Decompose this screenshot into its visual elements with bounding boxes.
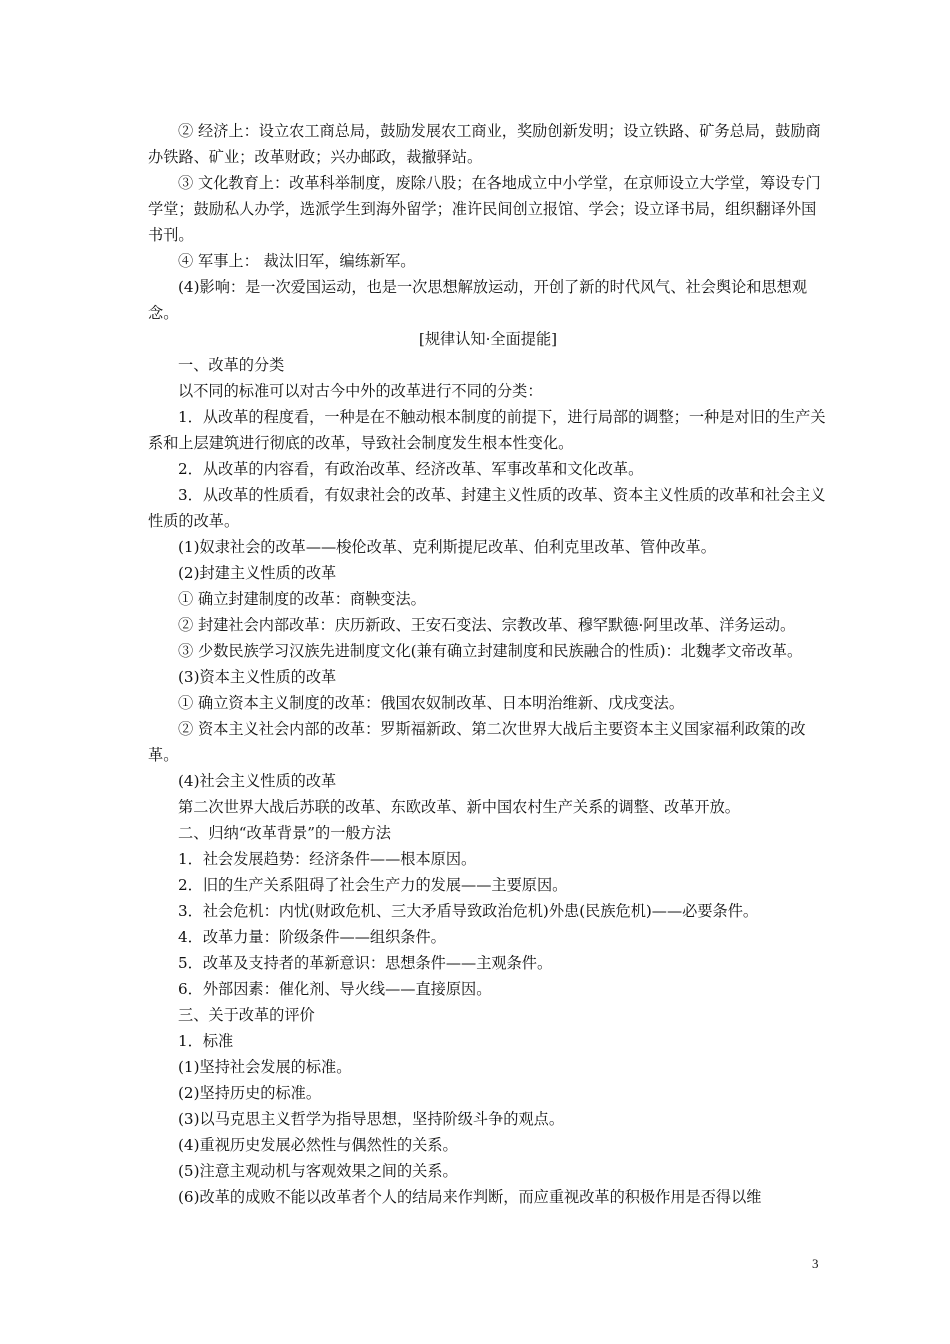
paragraph: 以不同的标准可以对古今中外的改革进行不同的分类： [178,382,543,400]
paragraph: (4)社会主义性质的改革 [178,772,337,790]
page-number: 3 [812,1256,819,1271]
paragraph: 2．旧的生产关系阻碍了社会生产力的发展——主要原因。 [178,876,568,894]
paragraph: 2．从改革的内容看，有政治改革、经济改革、军事改革和文化改革。 [178,460,644,478]
paragraph: 三、关于改革的评价 [178,1006,315,1024]
paragraph: 1．从改革的程度看，一种是在不触动根本制度的前提下，进行局部的调整；一种是对旧的生产关系和上层建筑进行彻底的改革，导致社会制度发生根本性变化。 [148,408,826,452]
paragraph: (3)资本主义性质的改革 [178,668,337,686]
paragraph: (5)注意主观动机与客观效果之间的关系。 [178,1162,458,1180]
paragraph: ② 封建社会内部改革：庆历新政、王安石变法、宗教改革、穆罕默德·阿里改革、洋务运动。 [178,616,796,634]
paragraph: ③ 文化教育上：改革科举制度，废除八股；在各地成立中小学堂，在京师设立大学堂，筹设专门学堂；鼓励私人办学，选派学生到海外留学；准许民间创立报馆、学会；设立译书局，组织翻译外国书刊。 [148,174,821,244]
paragraph: 5．改革及支持者的革新意识：思想条件——主观条件。 [178,954,553,972]
paragraph: ② 资本主义社会内部的改革：罗斯福新政、第二次世界大战后主要资本主义国家福利政策的改革。 [148,720,806,764]
paragraph: (1)奴隶社会的改革——梭伦改革、克利斯提尼改革、伯利克里改革、管仲改革。 [178,538,716,556]
paragraph: (4)影响：是一次爱国运动，也是一次思想解放运动，开创了新的时代风气、社会舆论和思想观念。 [148,278,808,322]
paragraph: (2)坚持历史的标准。 [178,1084,322,1102]
paragraph: 3．社会危机：内忧(财政危机、三大矛盾导致政治危机)外患(民族危机)——必要条件。 [178,902,759,920]
paragraph: 第二次世界大战后苏联的改革、东欧改革、新中国农村生产关系的调整、改革开放。 [178,798,740,816]
paragraph: ④ 军事上： 裁汰旧军，编练新军。 [178,252,416,270]
paragraph: 1．标准 [178,1032,234,1050]
paragraph: (4)重视历史发展必然性与偶然性的关系。 [178,1136,458,1154]
paragraph: 一、改革的分类 [178,356,285,374]
paragraph: ① 确立资本主义制度的改革：俄国农奴制改革、日本明治维新、戊戌变法。 [178,694,685,712]
section-heading: [规律认知·全面提能] [418,330,558,348]
paragraph: 3．从改革的性质看，有奴隶社会的改革、封建主义性质的改革、资本主义性质的改革和社会主义性质的改革。 [148,486,826,530]
paragraph: (1)坚持社会发展的标准。 [178,1058,352,1076]
document-body [148,118,828,1210]
paragraph: (6)改革的成败不能以改革者个人的结局来作判断，而应重视改革的积极作用是否得以维 [178,1188,762,1206]
paragraph: ③ 少数民族学习汉族先进制度文化(兼有确立封建制度和民族融合的性质)：北魏孝文帝改革。 [178,642,803,660]
paragraph: 6．外部因素：催化剂、导火线——直接原因。 [178,980,492,998]
paragraph: ② 经济上：设立农工商总局，鼓励发展农工商业，奖励创新发明；设立铁路、矿务总局，鼓励商办铁路、矿业；改革财政；兴办邮政，裁撤驿站。 [148,122,821,166]
paragraph: ① 确立封建制度的改革：商鞅变法。 [178,590,426,608]
paragraph: (2)封建主义性质的改革 [178,564,337,582]
paragraph: 二、归纳“改革背景”的一般方法 [178,824,391,842]
paragraph: 1．社会发展趋势：经济条件——根本原因。 [178,850,477,868]
paragraph: (3)以马克思主义哲学为指导思想，坚持阶级斗争的观点。 [178,1110,565,1128]
paragraph: 4．改革力量：阶级条件——组织条件。 [178,928,446,946]
